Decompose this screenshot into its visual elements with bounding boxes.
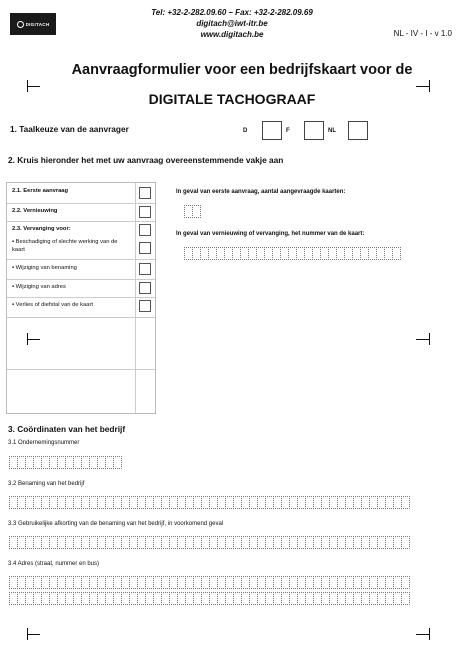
address-input-line2[interactable]	[9, 592, 409, 605]
card-number-label: In geval van vernieuwing of vervanging, het nummer van de kaart:	[176, 231, 365, 237]
first-request-count-label: In geval van eerste aanvraag, aantal aangevraagde kaarten:	[176, 189, 346, 195]
section2-heading: 2. Kruis hieronder het met uw aanvraag overeenstemmende vakje aan	[8, 155, 284, 165]
company-number-input[interactable]	[9, 456, 121, 469]
language-checkbox-d[interactable]	[262, 121, 282, 140]
registration-mark-icon	[416, 80, 430, 92]
language-label-nl: NL	[328, 128, 336, 134]
option-label-address-change: ▪ Wijziging van adres	[12, 284, 66, 290]
option-label-loss-theft: ▪ Verlies of diefstal van de kaart	[12, 302, 94, 308]
field-label-company-abbreviation: 3.3 Gebruikelijke afkorting van de benaming van het bedrijf, in voorkomend geval	[8, 521, 224, 527]
form-title-line2: DIGITALE TACHOGRAAF	[148, 91, 316, 107]
option-label-damage: ▪ Beschadiging of slechte werking van de kaart	[12, 239, 118, 253]
language-checkbox-f[interactable]	[304, 121, 324, 140]
card-count-input[interactable]	[184, 205, 200, 218]
logo-text: DIGITACH	[25, 21, 50, 27]
checkbox-address-change[interactable]	[139, 282, 151, 294]
form-title-line1: Aanvraagformulier voor een bedrijfskaart voor de	[71, 62, 413, 78]
section1-heading: 1. Taalkeuze van de aanvrager	[10, 124, 129, 134]
company-name-input[interactable]	[9, 496, 409, 509]
form-reference: NL - IV - I - v 1.0	[393, 29, 452, 38]
field-label-address: 3.4 Adres (straat, nummer en bus)	[8, 561, 100, 567]
contact-email[interactable]: digitach@iwt-itr.be	[196, 19, 268, 28]
option-label-renewal: 2.2. Vernieuwing	[12, 208, 58, 214]
language-label-d: D	[243, 128, 248, 134]
registration-mark-icon	[27, 628, 41, 640]
checkbox-loss-theft[interactable]	[139, 300, 151, 312]
checkbox-replacement[interactable]	[139, 224, 151, 236]
checkbox-damage[interactable]	[139, 242, 151, 254]
checkbox-first-request[interactable]	[139, 187, 151, 199]
registration-mark-icon	[27, 80, 41, 92]
checkbox-renewal[interactable]	[139, 206, 151, 218]
contact-phone-fax: Tel: +32-2-282.09.60 – Fax: +32-2-282.09.69	[151, 8, 313, 17]
registration-mark-icon	[416, 628, 430, 640]
address-input-line1[interactable]	[9, 576, 409, 589]
company-abbreviation-input[interactable]	[9, 536, 409, 549]
card-number-input[interactable]	[184, 247, 400, 260]
field-label-company-number: 3.1 Ondernemingsnummer	[8, 440, 80, 446]
option-label-replacement: 2.3. Vervanging voor:	[12, 226, 71, 232]
language-label-f: F	[286, 128, 290, 134]
request-type-table	[6, 182, 156, 414]
option-label-name-change: ▪ Wijziging van benaming	[12, 265, 77, 271]
contact-website[interactable]: www.digitach.be	[200, 30, 264, 39]
checkbox-name-change[interactable]	[139, 263, 151, 275]
field-label-company-name: 3.2 Benaming van het bedrijf	[8, 481, 85, 487]
section3-heading: 3. Coördinaten van het bedrijf	[8, 424, 126, 434]
option-label-first-request: 2.1. Eerste aanvraag	[12, 188, 69, 194]
registration-mark-icon	[416, 333, 430, 345]
language-checkbox-nl[interactable]	[348, 121, 368, 140]
